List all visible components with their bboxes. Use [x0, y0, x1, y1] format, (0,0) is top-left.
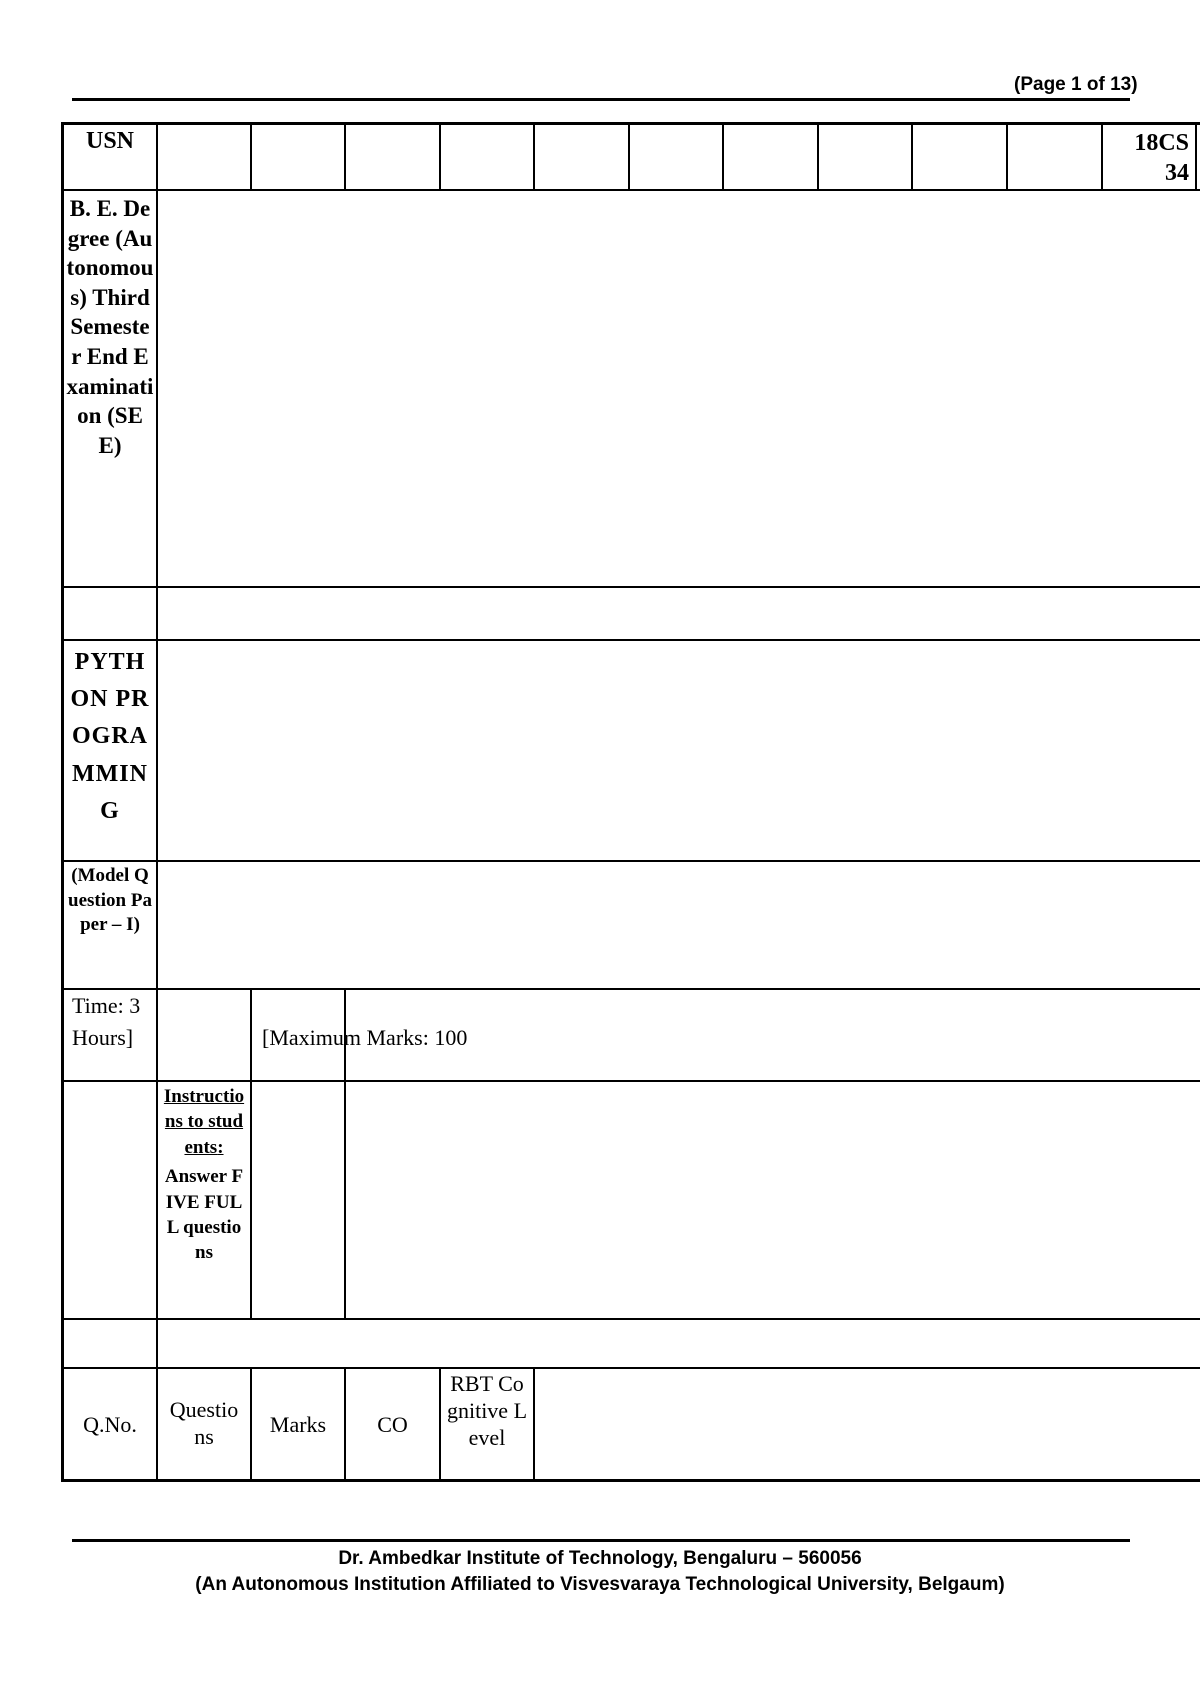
footer-affiliation: (An Autonomous Institution Affiliated to Visvesvaraya Technological University, Belgaum) [195, 1574, 1005, 1595]
row-divider [61, 1318, 1200, 1320]
time-label: Time: 3 Hours] [72, 993, 141, 1050]
usn-cell-divider [1195, 122, 1197, 190]
usn-cell-divider [156, 122, 158, 190]
hdr-divider-d [533, 1367, 535, 1480]
table-bottom-border [61, 1479, 1200, 1482]
usn-cell-divider [628, 122, 630, 190]
col-header-qno: Q.No. [83, 1412, 137, 1437]
col-header-co: CO [377, 1412, 408, 1437]
usn-cell-divider [1006, 122, 1008, 190]
header-rule [72, 98, 1130, 101]
course-code-text: 18CS 34 [1134, 130, 1189, 186]
usn-cell-divider [722, 122, 724, 190]
footer-institute: Dr. Ambedkar Institute of Technology, Bengaluru – 560056 [338, 1548, 862, 1569]
footer-rule [72, 1539, 1130, 1542]
col-header-rbt: RBT Cognitive Level [446, 1371, 528, 1450]
instructions-block [162, 1084, 246, 1266]
usn-label: USN [85, 128, 134, 154]
usn-cell-divider [250, 122, 252, 190]
instructions-text: Answer FIVE FULL questions [164, 1166, 244, 1264]
usn-cell-divider [344, 122, 346, 190]
max-marks-label: [Maximum Marks: 100 [262, 1025, 468, 1050]
subject-title: PYTHON PROGRAMMING [70, 649, 150, 824]
usn-cell-divider [439, 122, 441, 190]
row-divider [61, 639, 1200, 641]
col-header-questions: Questions [169, 1397, 239, 1449]
row7-divider-a [250, 1080, 252, 1320]
paper-label: (Model Question Paper – I) [68, 865, 152, 936]
degree-title: B. E. Degree (Autonomous) Third Semester End Examination (SEE) [66, 196, 154, 458]
row-divider [61, 189, 1200, 191]
instructions-colon: : [217, 1136, 224, 1158]
hdr-divider-c [439, 1367, 441, 1480]
usn-cell-divider [533, 122, 535, 190]
table-left-border [61, 122, 64, 1482]
col0-divider [156, 189, 158, 1481]
instructions-heading: Instructions to students [163, 1086, 245, 1158]
page-number: (Page 1 of 13) [1014, 74, 1138, 95]
col-header-marks: Marks [269, 1412, 327, 1437]
usn-cell-divider [911, 122, 913, 190]
row-divider [61, 1080, 1200, 1082]
row-divider [61, 860, 1200, 862]
row7-divider-b [344, 1080, 346, 1320]
course-code [1103, 128, 1195, 188]
table-top-border [61, 122, 1200, 125]
row-divider [61, 586, 1200, 588]
row-divider [61, 1367, 1200, 1369]
row-divider [61, 988, 1200, 990]
row6-divider-a [250, 988, 252, 1082]
usn-cell-divider [817, 122, 819, 190]
